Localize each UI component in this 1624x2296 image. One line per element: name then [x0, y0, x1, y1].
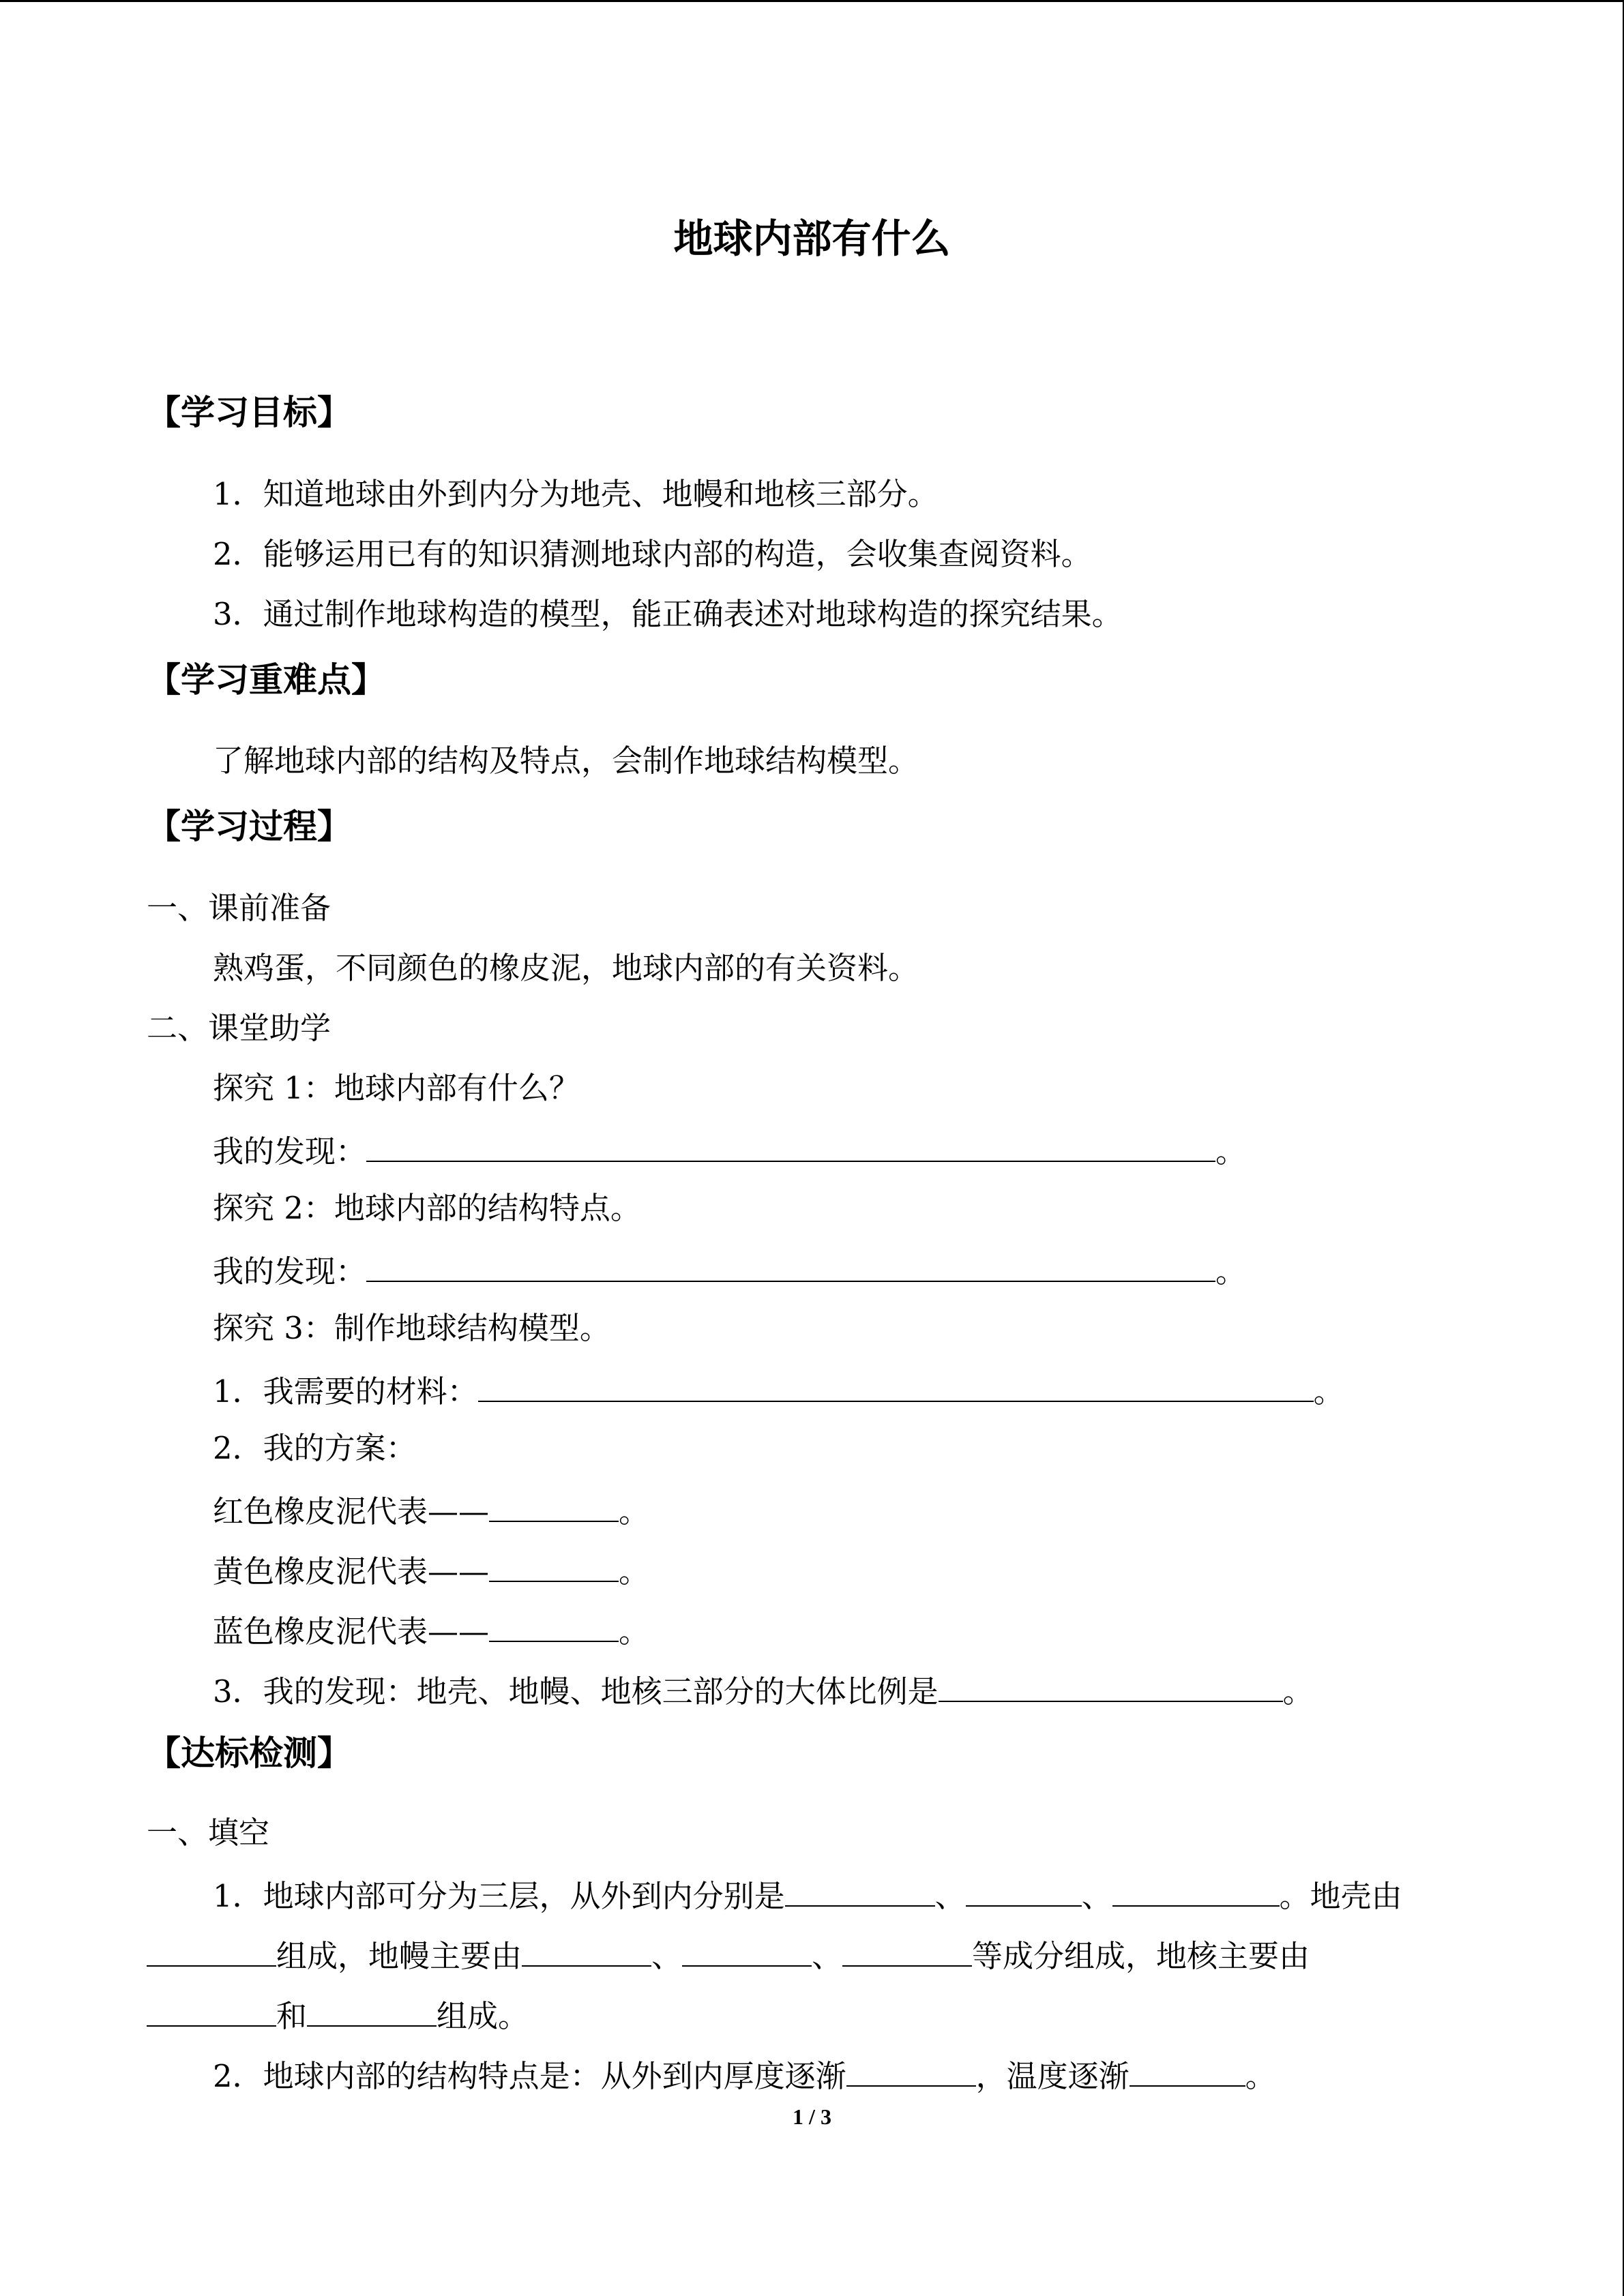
- period: 。: [1313, 1373, 1344, 1410]
- blue-clay-line: [213, 1607, 649, 1654]
- page-title: 地球内部有什么: [673, 215, 951, 262]
- finding-label: 我的发现：: [213, 1253, 367, 1289]
- prep-title: 一、课前准备: [147, 890, 331, 926]
- period: 。: [1282, 1673, 1314, 1710]
- q2-text: ，温度逐渐: [975, 2058, 1130, 2094]
- finding-label: 我的发现：: [213, 1133, 367, 1169]
- key-points-text: 了解地球内部的结构及特点，会制作地球结构模型。: [213, 743, 919, 779]
- q1-blank-crust-material[interactable]: [147, 1931, 276, 1967]
- explore-3: 探究 3：制作地球结构模型。: [213, 1310, 610, 1346]
- ratio-label: 3．我的发现：地壳、地幔、地核三部分的大体比例是: [213, 1673, 939, 1710]
- q1-blank-crust[interactable]: [785, 1871, 935, 1907]
- ratio-line: [213, 1667, 1314, 1714]
- period: 。: [619, 1493, 650, 1530]
- prep-text: 熟鸡蛋，不同颜色的橡皮泥，地球内部的有关资料。: [213, 950, 919, 986]
- question-1-line-2: [147, 1931, 1310, 1978]
- yellow-clay-line: [213, 1547, 649, 1594]
- comma: 、: [934, 1878, 966, 1914]
- page-number: 1 / 3: [793, 2104, 831, 2129]
- goal-item-2: 2．能够运用已有的知识猜测地球内部的构造，会收集查阅资料。: [213, 536, 1092, 572]
- q1-text: 等成分组成，地核主要由: [972, 1938, 1310, 1974]
- q1-text: 。地壳由: [1279, 1878, 1402, 1914]
- explore-2: 探究 2：地球内部的结构特点。: [213, 1190, 641, 1226]
- explore-1: 探究 1：地球内部有什么？: [213, 1070, 580, 1106]
- red-clay-label: 红色橡皮泥代表——: [213, 1493, 490, 1530]
- q1-text: 和: [276, 1998, 308, 2034]
- q2-text: 2．地球内部的结构特点是：从外到内厚度逐渐: [213, 2058, 846, 2094]
- materials-label: 1．我需要的材料：: [213, 1373, 478, 1410]
- q1-blank-mantle[interactable]: [966, 1871, 1082, 1907]
- process-heading: 【学习过程】: [147, 807, 351, 846]
- q1-blank-core-material-1[interactable]: [147, 1991, 276, 2027]
- period: 。: [1215, 1253, 1247, 1289]
- question-1-line-3: [147, 1991, 529, 2038]
- goals-heading: 【学习目标】: [147, 393, 351, 432]
- q1-blank-mantle-material-1[interactable]: [522, 1931, 651, 1967]
- period: 。: [619, 1553, 650, 1590]
- q2-blank-temperature[interactable]: [1130, 2051, 1245, 2087]
- q1-blank-mantle-material-3[interactable]: [842, 1931, 972, 1967]
- finding-blank-1[interactable]: [366, 1127, 1215, 1162]
- blue-clay-blank[interactable]: [489, 1607, 619, 1642]
- materials-line: [213, 1367, 1344, 1414]
- check-heading: 【达标检测】: [147, 1733, 351, 1773]
- period: 。: [1215, 1133, 1247, 1169]
- q1-text: 组成。: [437, 1998, 529, 2034]
- q1-blank-mantle-material-2[interactable]: [682, 1931, 812, 1967]
- class-title: 二、课堂助学: [147, 1010, 331, 1046]
- q2-blank-thickness[interactable]: [846, 2051, 976, 2087]
- goal-item-3: 3．通过制作地球构造的模型，能正确表述对地球构造的探究结果。: [213, 596, 1123, 632]
- question-1-line-1: [213, 1871, 1402, 1918]
- finding-line-1: [213, 1127, 1246, 1174]
- key-points-heading: 【学习重难点】: [147, 660, 385, 700]
- materials-blank[interactable]: [478, 1367, 1314, 1402]
- page-top-border: [0, 0, 1624, 2]
- fill-title: 一、填空: [147, 1815, 270, 1851]
- comma: 、: [1081, 1878, 1112, 1914]
- yellow-clay-blank[interactable]: [489, 1547, 619, 1582]
- period: 。: [1245, 2058, 1276, 2094]
- period: 。: [619, 1613, 650, 1650]
- blue-clay-label: 蓝色橡皮泥代表——: [213, 1613, 490, 1650]
- red-clay-line: [213, 1487, 649, 1534]
- question-2-line: [213, 2051, 1276, 2098]
- comma: 、: [651, 1938, 683, 1974]
- goal-item-1: 1．知道地球由外到内分为地壳、地幔和地核三部分。: [213, 476, 939, 512]
- comma: 、: [812, 1938, 843, 1974]
- plan-title: 2．我的方案：: [213, 1430, 417, 1466]
- q1-blank-core-material-2[interactable]: [307, 1991, 437, 2027]
- ratio-blank[interactable]: [939, 1667, 1283, 1702]
- q1-text: 1．地球内部可分为三层，从外到内分别是: [213, 1878, 785, 1914]
- finding-blank-2[interactable]: [366, 1247, 1215, 1282]
- q1-blank-core[interactable]: [1112, 1871, 1280, 1907]
- q1-text: 组成，地幔主要由: [276, 1938, 522, 1974]
- finding-line-2: [213, 1247, 1246, 1294]
- red-clay-blank[interactable]: [489, 1487, 619, 1522]
- yellow-clay-label: 黄色橡皮泥代表——: [213, 1553, 490, 1590]
